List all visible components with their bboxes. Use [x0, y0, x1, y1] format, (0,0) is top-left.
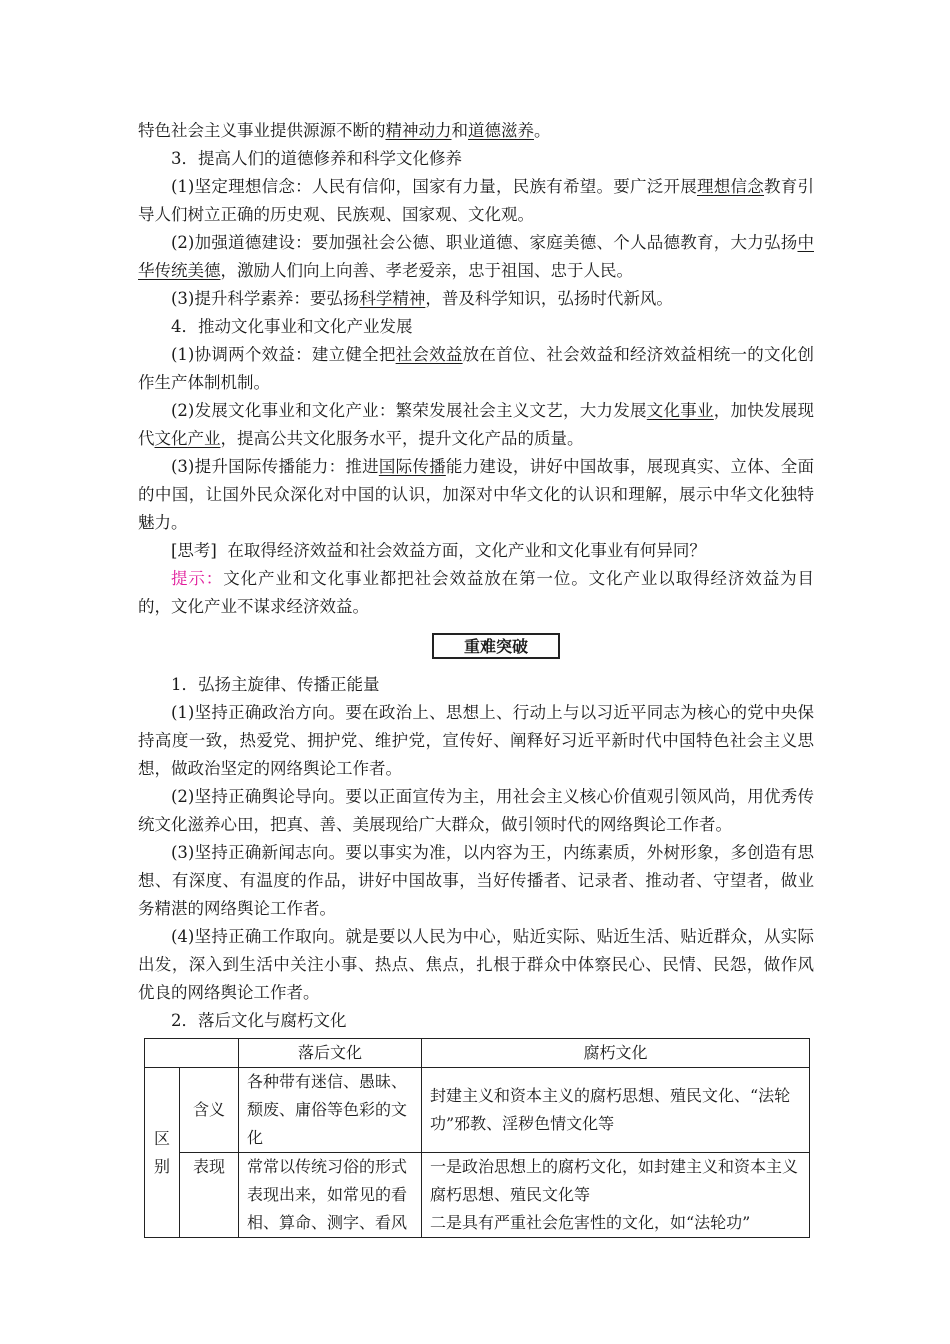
section-4-item-1: (1)协调两个效益：建立健全把社会效益放在首位、社会效益和经济效益相统一的文化创作生产体制机制。 [138, 345, 815, 392]
row-label-manifestation: 表现 [180, 1153, 239, 1238]
cell-backward-manifestation: 常常以传统习俗的形式表现出来，如常见的看相、算命、测字、看风 [239, 1153, 422, 1238]
comparison-table [144, 1038, 810, 1238]
cell-backward-meaning: 各种带有迷信、愚昧、颓废、庸俗等色彩的文化 [239, 1068, 422, 1153]
hint-text: 文化产业和文化事业都把社会效益放在第一位。文化产业以取得经济效益为目的，文化产业不谋求经济效益。 [138, 569, 815, 616]
banner-frame [432, 633, 560, 659]
table-row [145, 1068, 810, 1153]
header-decadent-culture: 腐朽文化 [422, 1039, 810, 1068]
section-3-item-1: (1)坚定理想信念：人民有信仰，国家有力量，民族有希望。要广泛开展理想信念教育引导人们树立正确的历史观、民族观、国家观、文化观。 [138, 177, 815, 224]
section-4-item-3: (3)提升国际传播能力：推进国际传播能力建设，讲好中国故事，展现真实、立体、全面的中国，让国外民众深化对中国的认识，加深对中华文化的认识和理解，展示中华文化独特魅力。 [138, 457, 815, 532]
think-question [138, 537, 814, 565]
underline-shehui-xiaoyi: 社会效益 [395, 345, 463, 364]
underline-wenhua-shiye: 文化事业 [646, 401, 714, 420]
key-1-item-3: (3)坚持正确新闻志向。要以事实为准，以内容为王，内练素质，外树形象，多创造有思想、有深度、有温度的作品，讲好中国故事，当好传播者、记录者、推动者、守望者，做业务精湛的网络舆论工作者。 [138, 843, 814, 918]
key-1-item-1: (1)坚持正确政治方向。要在政治上、思想上、行动上与以习近平同志为核心的党中央保持高度一致，热爱党、拥护党、维护党，宣传好、阐释好习近平新时代中国特色社会主义思想，做政治坚定的网络舆论工作者。 [138, 703, 814, 778]
table-corner-cell [145, 1039, 239, 1068]
underline-wenhua-chanye: 文化产业 [154, 429, 221, 448]
header-backward-culture: 落后文化 [239, 1039, 422, 1068]
key-1-heading: 1．弘扬主旋律、传播正能量 [171, 675, 380, 694]
section-3-heading: 3．提高人们的道德修养和科学文化修养 [171, 149, 462, 168]
think-question-text: 在取得经济效益和社会效益方面，文化产业和文化事业有何异同？ [227, 541, 706, 560]
cell-decadent-manifestation: 一是政治思想上的腐朽文化，如封建主义和资本主义腐朽思想、殖民文化等 二是具有严重社会危害性的文化，如“法轮功” [422, 1153, 810, 1238]
intro-mid: 和 [451, 121, 468, 140]
group-label-cell: 区别 [145, 1068, 180, 1238]
row-label-meaning: 含义 [180, 1068, 239, 1153]
cell-decadent-meaning: 封建主义和资本主义的腐朽思想、殖民文化、“法轮功”邪教、淫秽色情文化等 [422, 1068, 810, 1153]
underline-lixiang-xinnian: 理想信念 [697, 177, 765, 196]
table-header-row [145, 1039, 810, 1068]
underline-kexue-jingshen: 科学精神 [359, 289, 426, 308]
intro-prefix: 特色社会主义事业提供源源不断的 [138, 121, 386, 140]
document-body [138, 117, 814, 1238]
think-hint [138, 565, 814, 621]
underline-daode-ziyang: 道德滋养 [468, 121, 534, 140]
underline-guoji-chuanbo: 国际传播 [378, 457, 446, 476]
underline-jingshen-dongli: 精神动力 [385, 121, 452, 140]
section-3-item-2: (2)加强道德建设：要加强社会公德、职业道德、家庭美德、个人品德教育，大力弘扬中华传统美德，激励人们向上向善、孝老爱亲，忠于祖国、忠于人民。 [138, 233, 814, 280]
key-1-item-4: (4)坚持正确工作取向。就是要以人民为中心，贴近实际、贴近生活、贴近群众，从实际出发，深入到生活中关注小事、热点、焦点，扎根于群众中体察民心、民情、民怨，做作风优良的网络舆论工作者。 [138, 927, 814, 1002]
banner-title: 重难突破 [463, 637, 528, 656]
table-row [145, 1153, 810, 1238]
section-banner [138, 627, 814, 667]
hint-label: 提示： [171, 569, 224, 588]
section-3-item-3: (3)提升科学素养：要弘扬科学精神，普及科学知识，弘扬时代新风。 [171, 289, 673, 308]
key-2-heading: 2．落后文化与腐朽文化 [171, 1011, 347, 1030]
key-1-item-2: (2)坚持正确舆论导向。要以正面宣传为主，用社会主义核心价值观引领风尚，用优秀传统文化滋养心田，把真、善、美展现给广大群众，做引领时代的网络舆论工作者。 [138, 787, 814, 834]
intro-line [138, 117, 814, 145]
think-label: [思考] [171, 541, 217, 560]
section-4-heading: 4．推动文化事业和文化产业发展 [171, 317, 413, 336]
section-4-item-2: (2)发展文化事业和文化产业：繁荣发展社会主义文艺，大力发展文化事业，加快发展现代文化产业，提高公共文化服务水平，提升文化产品的质量。 [138, 401, 815, 448]
underline-zhonghua-chuantong-meide: 中华传统美德 [138, 233, 814, 280]
intro-suffix: 。 [534, 121, 551, 140]
